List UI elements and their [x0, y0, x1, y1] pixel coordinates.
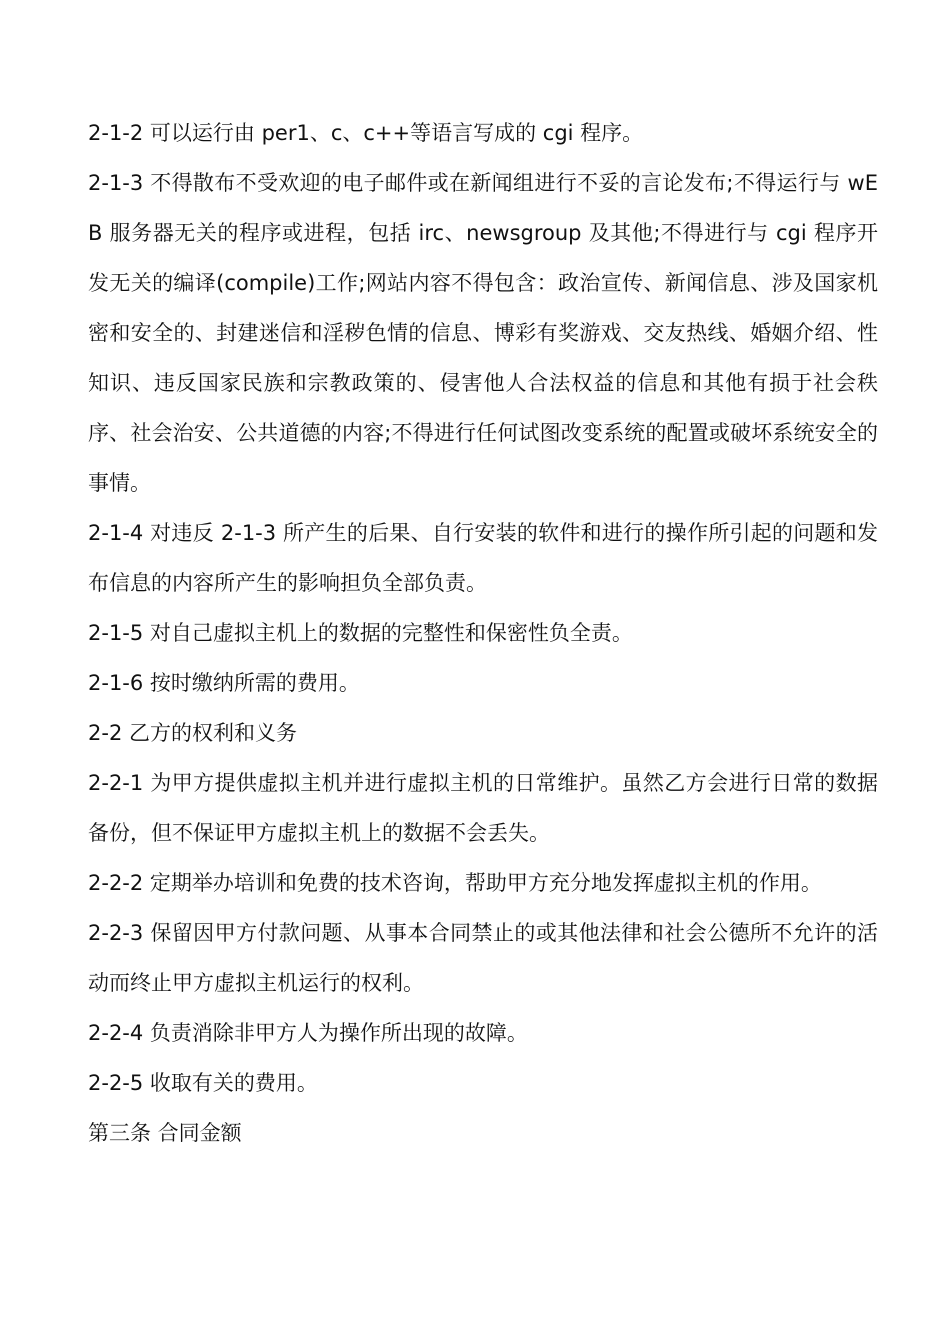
section-heading-2-2: 2-2 乙方的权利和义务 [88, 721, 297, 745]
clause-2-1-5: 2-1-5 对自己虚拟主机上的数据的完整性和保密性负全责。 [88, 621, 633, 645]
clause-2-2-2: 2-2-2 定期举办培训和免费的技术咨询，帮助甲方充分地发挥虚拟主机的作用。 [88, 871, 822, 895]
clause-2-2-1: 2-2-1 为甲方提供虚拟主机并进行虚拟主机的日常维护。虽然乙方会进行日常的数据备份，但不保证甲方虚拟主机上的数据不会丢失。 [88, 771, 878, 845]
document-body [88, 108, 878, 1158]
clause-2-1-4: 2-1-4 对违反 2-1-3 所产生的后果、自行安装的软件和进行的操作所引起的问题和发布信息的内容所产生的影响担负全部负责。 [88, 521, 878, 595]
clause-2-1-6: 2-1-6 按时缴纳所需的费用。 [88, 671, 360, 695]
clause-2-1-3: 2-1-3 不得散布不受欢迎的电子邮件或在新闻组进行不妥的言论发布;不得运行与 wEB 服务器无关的程序或进程，包括 irc、newsgroup 及其他;不得进行与 cgi 程序开发无关的编译(compile)工作;网站内容不得包含：政治宣传、新闻信息、涉及国家机密和安全的、封建迷信和淫秽色情的信息、博彩有奖游戏、交友热线、婚姻介绍、性知识、违反国家民族和宗教政策的、侵害他人合法权益的信息和其他有损于社会秩序、社会治安、公共道德的内容;不得进行任何试图改变系统的配置或破坏系统安全的事情。 [88, 171, 878, 495]
clause-2-2-3: 2-2-3 保留因甲方付款问题、从事本合同禁止的或其他法律和社会公德所不允许的活动而终止甲方虚拟主机运行的权利。 [88, 921, 878, 995]
clause-2-2-5: 2-2-5 收取有关的费用。 [88, 1071, 318, 1095]
clause-2-2-4: 2-2-4 负责消除非甲方人为操作所出现的故障。 [88, 1021, 528, 1045]
clause-2-1-2: 2-1-2 可以运行由 per1、c、c++等语言写成的 cgi 程序。 [88, 121, 644, 145]
article-3-heading: 第三条 合同金额 [88, 1121, 242, 1145]
